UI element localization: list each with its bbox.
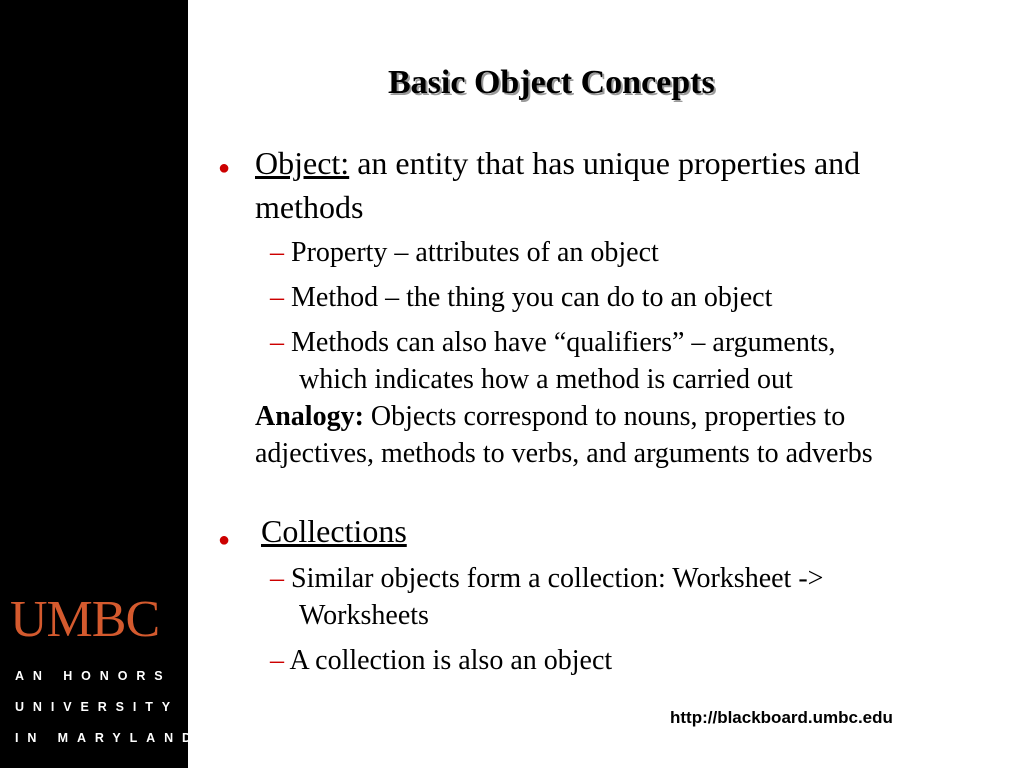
- bullet-icon: ●: [218, 157, 231, 179]
- object-bullet-line1: [255, 143, 860, 183]
- umbc-logo: UMBC: [10, 591, 160, 648]
- dash-icon: –: [270, 563, 284, 594]
- analogy-line2: adjectives, methods to verbs, and arguments to adverbs: [255, 438, 873, 469]
- object-bullet-line2: methods: [255, 189, 364, 225]
- subitem-text: Methods can also have “qualifiers” – arguments,: [291, 327, 836, 358]
- logo-tagline-line2: UNIVERSITY: [15, 700, 180, 714]
- subitem-similar-objects: [270, 561, 823, 597]
- sidebar: [0, 0, 200, 768]
- collections-bullet: [261, 511, 407, 551]
- subitem-qualifiers: [270, 325, 836, 361]
- object-definition: an entity that has unique properties and: [349, 145, 861, 181]
- dash-icon: –: [270, 237, 284, 268]
- subitem-similar-objects-continuation: Worksheets: [299, 600, 429, 631]
- subitem-method: [270, 280, 772, 316]
- subitem-qualifiers-continuation: which indicates how a method is carried out: [299, 364, 793, 395]
- object-term: Object:: [255, 145, 350, 181]
- bullet-icon: ●: [218, 529, 231, 551]
- collections-term: Collections: [261, 513, 407, 549]
- analogy-label: Analogy:: [255, 401, 364, 432]
- dash-icon: –: [270, 645, 284, 676]
- analogy-text: Objects correspond to nouns, properties to: [363, 401, 846, 432]
- dash-icon: –: [270, 282, 284, 313]
- subitem-text: Method – the thing you can do to an object: [291, 282, 773, 313]
- dash-icon: –: [270, 327, 284, 358]
- logo-tagline-line1: AN HONORS: [15, 669, 172, 683]
- analogy-line1: [255, 399, 845, 435]
- footer-url: http://blackboard.umbc.edu: [670, 708, 893, 727]
- subitem-text: Similar objects form a collection: Worksheet ->: [291, 563, 824, 594]
- logo-tagline-line3: IN MARYLAND: [15, 731, 200, 745]
- subitem-property: [270, 235, 659, 271]
- slide-title: Basic Object Concepts: [388, 64, 715, 101]
- subitem-text: Property – attributes of an object: [291, 237, 659, 268]
- subitem-collection-object: [270, 643, 612, 679]
- subitem-text: A collection is also an object: [289, 645, 613, 676]
